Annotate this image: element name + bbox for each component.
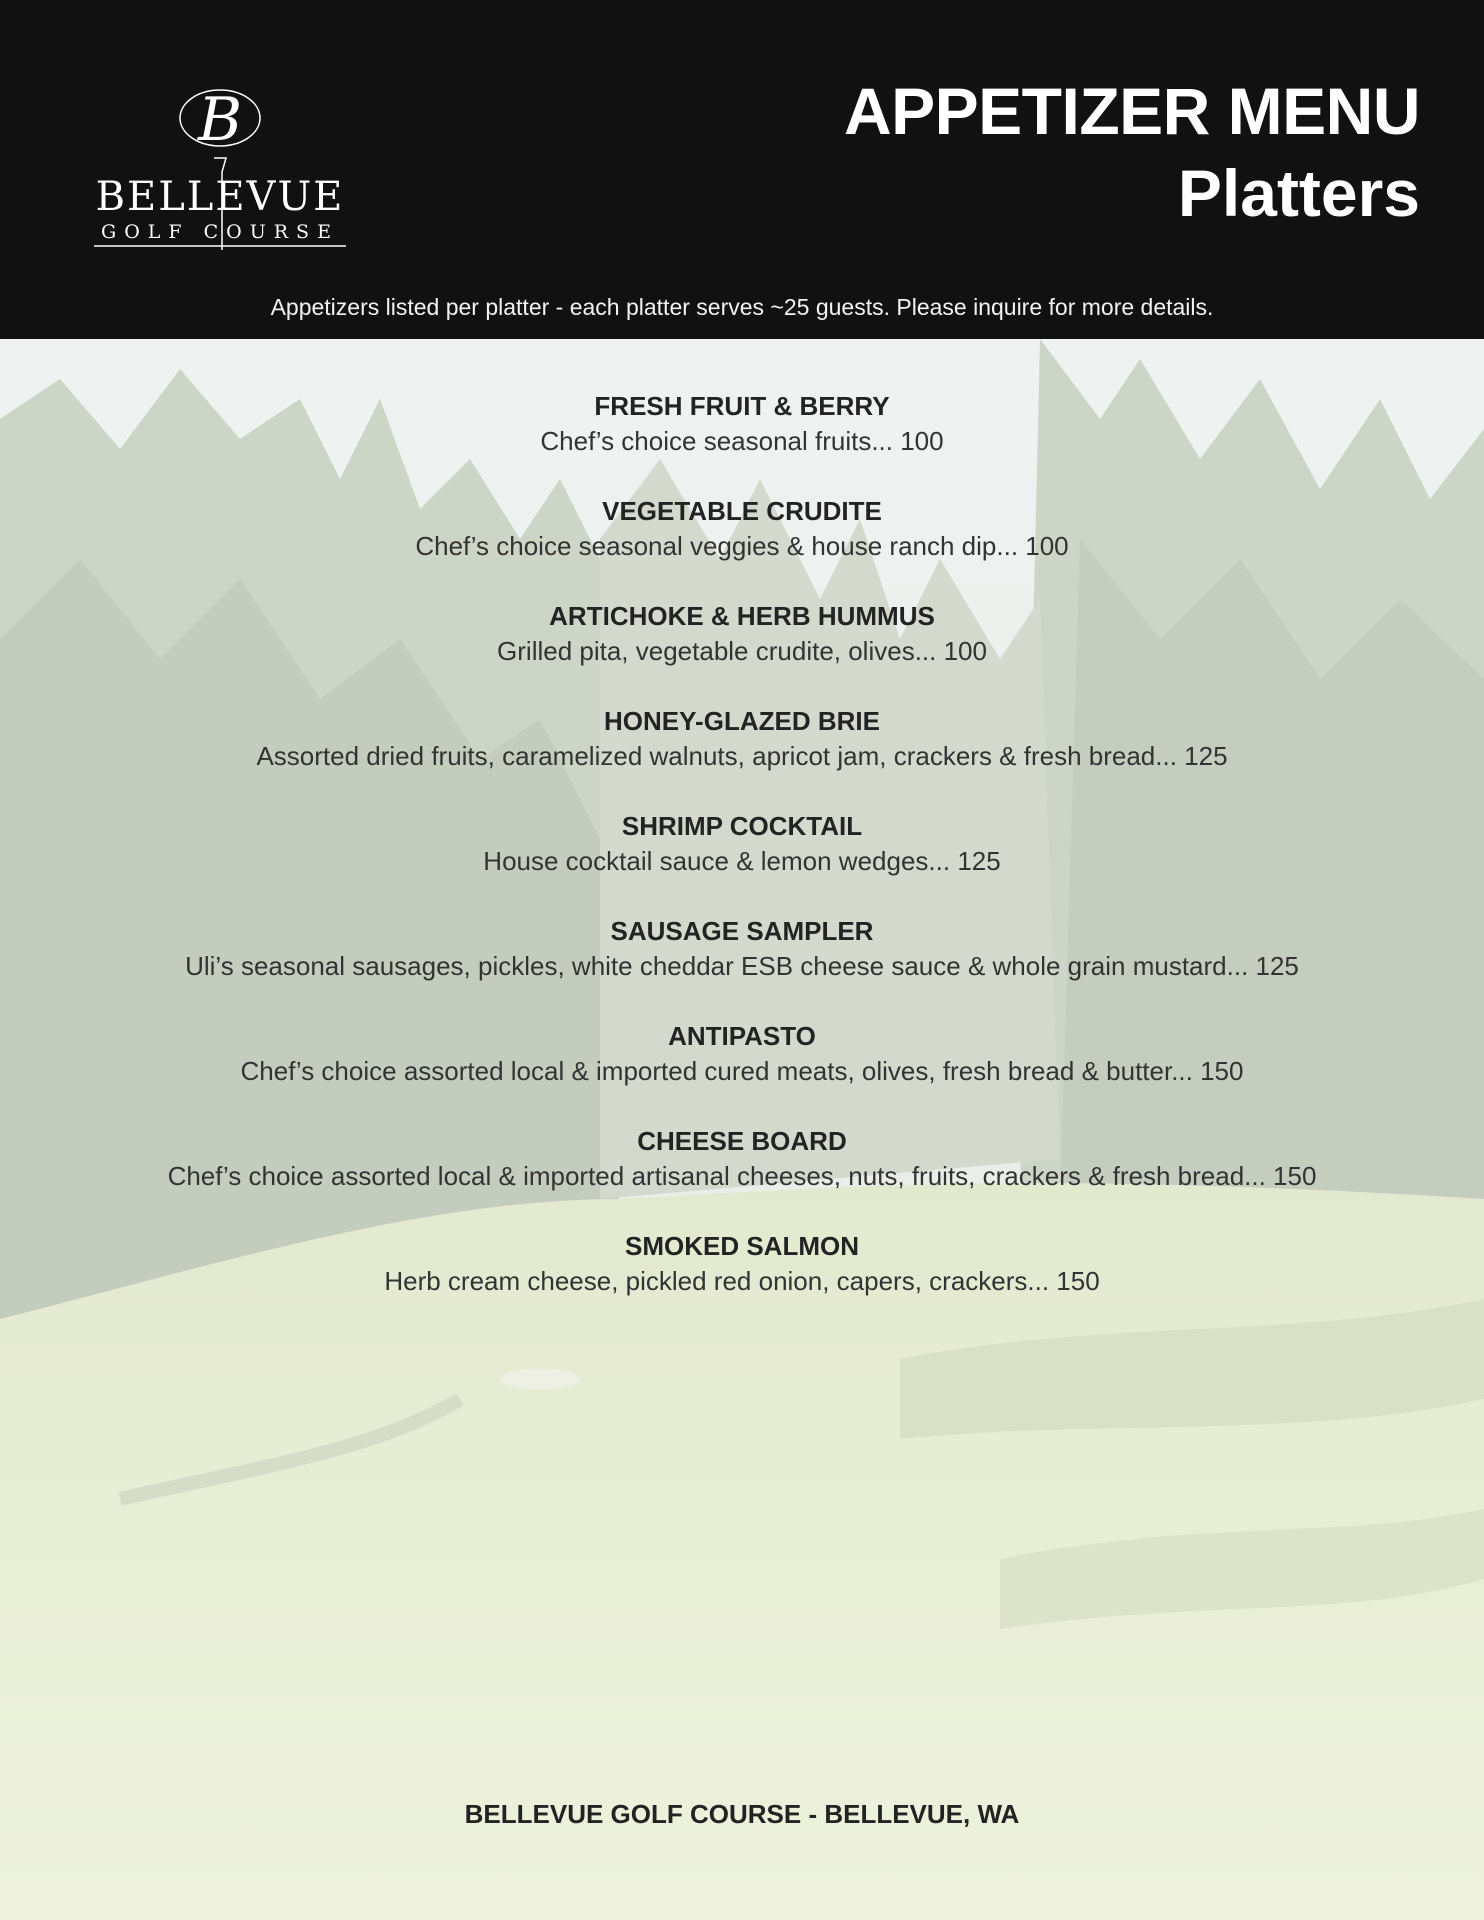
menu-item-description: Chef’s choice seasonal fruits... 100: [540, 426, 944, 456]
menu-item-name: ARTICHOKE & HERB HUMMUS: [549, 601, 935, 631]
logo-subname: GOLF COURSE: [101, 221, 339, 243]
menu-item-description: House cocktail sauce & lemon wedges... 125: [483, 846, 1001, 876]
intro-note: Appetizers listed per platter - each platter serves ~25 guests. Please inquire for more details.: [270, 294, 1214, 320]
bellevue-golf-course-logo: [90, 80, 350, 255]
menu-item-description: Chef’s choice assorted local & imported cured meats, olives, fresh bread & butter... 150: [240, 1056, 1244, 1086]
menu-item: [0, 1019, 1484, 1124]
menu-item: [0, 809, 1484, 914]
menu-title: APPETIZER MENU: [843, 74, 1420, 148]
menu-item-name: HONEY-GLAZED BRIE: [604, 706, 880, 736]
menu-item-name: FRESH FRUIT & BERRY: [594, 391, 890, 421]
menu-item-description: Chef’s choice seasonal veggies & house ranch dip... 100: [415, 531, 1069, 561]
logo-monogram: B: [197, 85, 243, 155]
menu-item-description: Grilled pita, vegetable crudite, olives... 100: [497, 636, 987, 666]
header-band: [0, 0, 1484, 339]
menu-item-name: SHRIMP COCKTAIL: [621, 811, 863, 841]
menu-item: [0, 1124, 1484, 1229]
menu-item-description: Assorted dried fruits, caramelized walnuts, apricot jam, crackers & fresh bread... 125: [256, 741, 1228, 771]
menu-item-description: Uli’s seasonal sausages, pickles, white cheddar ESB cheese sauce & whole grain mustard... 125: [185, 951, 1299, 981]
menu-item-name: SMOKED SALMON: [625, 1231, 859, 1261]
menu-item: [0, 704, 1484, 809]
menu-title-block: [843, 74, 1420, 230]
menu-subtitle: Platters: [1177, 156, 1420, 230]
logo-name: BELLEVUE: [95, 174, 345, 220]
menu-item-description: Chef’s choice assorted local & imported artisanal cheeses, nuts, fruits, crackers & fresh bread... 150: [167, 1161, 1317, 1191]
menu-item-name: CHEESE BOARD: [637, 1126, 847, 1156]
menu-item-name: SAUSAGE SAMPLER: [610, 916, 874, 946]
menu-item-name: VEGETABLE CRUDITE: [602, 496, 882, 526]
menu-item-list: [0, 389, 1484, 1334]
footer-location: BELLEVUE GOLF COURSE - BELLEVUE, WA: [464, 1799, 1020, 1829]
menu-item: [0, 494, 1484, 599]
menu-item-name: ANTIPASTO: [668, 1021, 816, 1051]
menu-item-description: Herb cream cheese, pickled red onion, capers, crackers... 150: [384, 1266, 1100, 1296]
menu-item: [0, 914, 1484, 1019]
menu-item: [0, 389, 1484, 494]
menu-item: [0, 599, 1484, 704]
menu-item: [0, 1229, 1484, 1334]
